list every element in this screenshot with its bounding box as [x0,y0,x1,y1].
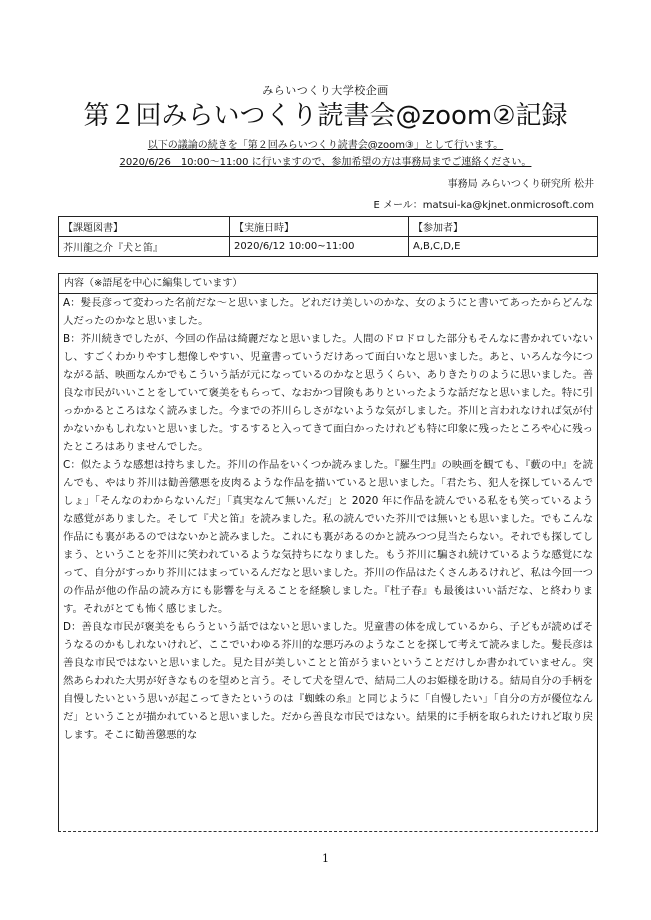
page-title: 第２回みらいつくり読書会@zoom②記録 [83,101,568,131]
office-name: 事務局 みらいつくり研究所 松井 [447,179,594,190]
info-table [58,216,598,257]
value-date: 2020/6/12 10:00~11:00 [230,237,409,257]
content-heading: 内容（※語尾を中心に編集しています） [59,274,597,294]
header-book: 【課題図書】 [59,217,230,237]
notice-line-1 [0,139,651,153]
content-body [59,294,597,744]
paragraph-a: A：髪長彦って変わった名前だな～と思いました。どれだけ美しいのかな、女のようにと書いてあったからどんな人だったのかなと思いました。 [63,297,593,327]
notice-line-1-text: 以下の議論の続きを「第２回みらいつくり読書会@zoom③」として行います。 [147,140,504,151]
value-participants: A,B,C,D,E [409,237,598,257]
paragraph-d: D：善良な市民が褒美をもらうという話ではないと思いました。児童書の体を成しているから、子どもが読めばそうなるのかもしれないけれど、ここでいわゆる芥川的な悪巧みのようなことを探して考えて読みました。髪長彦は善良な市民ではないと思いました。見た目が美しいことと笛がうまいということだけしか書かれていません。突然あらわれた大男が好きなものを望めと言う。そして犬を望んで、結局二人のお姫様を助ける。結局自分の手柄を自慢したいという思いが起こってきたというのは『蜘蛛の糸』と同じように「自慢したい」「自分の方が優位なんだ」ということが描かれていると思いました。だから善良な市民ではない。結果的に手柄を取られたけれど取り戻します。そこに勧善懲悪的な [63,621,593,741]
header-date: 【実施日時】 [230,217,409,237]
notice-line-2 [0,156,651,170]
content-box [58,273,598,832]
organizer-label: みらいつくり大学校企画 [262,84,389,97]
notice-line-2-text: 2020/6/26 10:00～11:00 に行いますので、参加希望の方は事務局までご連絡ください。 [119,157,532,168]
info-value-row [59,237,598,257]
value-book: 芥川龍之介『犬と笛』 [59,237,230,257]
header-participants: 【参加者】 [409,217,598,237]
page-break-line [58,831,598,832]
page-number: 1 [322,852,329,865]
paragraph-b: B：芥川続きでしたが、今回の作品は綺麗だなと思いました。人間のドロドロした部分もそんなに書かれていないし、すごくわかりやすし想像しやすい、児童書っていうだけあって面白いなと思いました。あと、いろんな今につながる話、映画なんかでもこういう話が元になっているのかなと思うくらい、ありきたりのように思いました。善良な市民がいいことをしていて褒美をもらって、なおかつ冒険もありといったような話だなと思いました。特に引っかかるところはなく読みました。今までの芥川らしさがないような気がしました。芥川と言われなければ気が付かないかもしれないと思いました。するすると入ってきて面白かったけれども特に印象に残ったところや心に残ったところはありませんでした。 [63,333,593,453]
contact-email: E メール：matsui-ka@kjnet.onmicrosoft.com [373,200,594,211]
paragraph-c: C：似たような感想は持ちました。芥川の作品をいくつか読みました。『羅生門』の映画を観ても、『藪の中』を読んでも、やはり芥川は勧善懲悪を皮肉るような作品を描いていると思いました。「君たち、犯人を探しているんでしょ」「そんなのわからないんだ」「真実なんて無いんだ」と 2020 年に作品を読んでいる私をも笑っているような感覚がありました。そして『犬と笛』を読みました。私の読んでいた芥川では無いとも思いました。でもこんな作品にも裏があるのではないかと読みました。これにも裏があるのかと読みつつ見当たらない。それでも探してしまう、ということを芥川に笑われているような気持ちになりました。もう芥川に騙され続けているような感覚になって、自分がすっかり芥川にはまっているんだなと思いました。芥川の作品はたくさんあるけれど、私は今回一つの作品が他の作品の読み方にも影響を与えることを経験しました。『杜子春』も最後はいい話だな、と終わります。それがとても怖く感じました。 [63,459,593,615]
info-header-row [59,217,598,237]
